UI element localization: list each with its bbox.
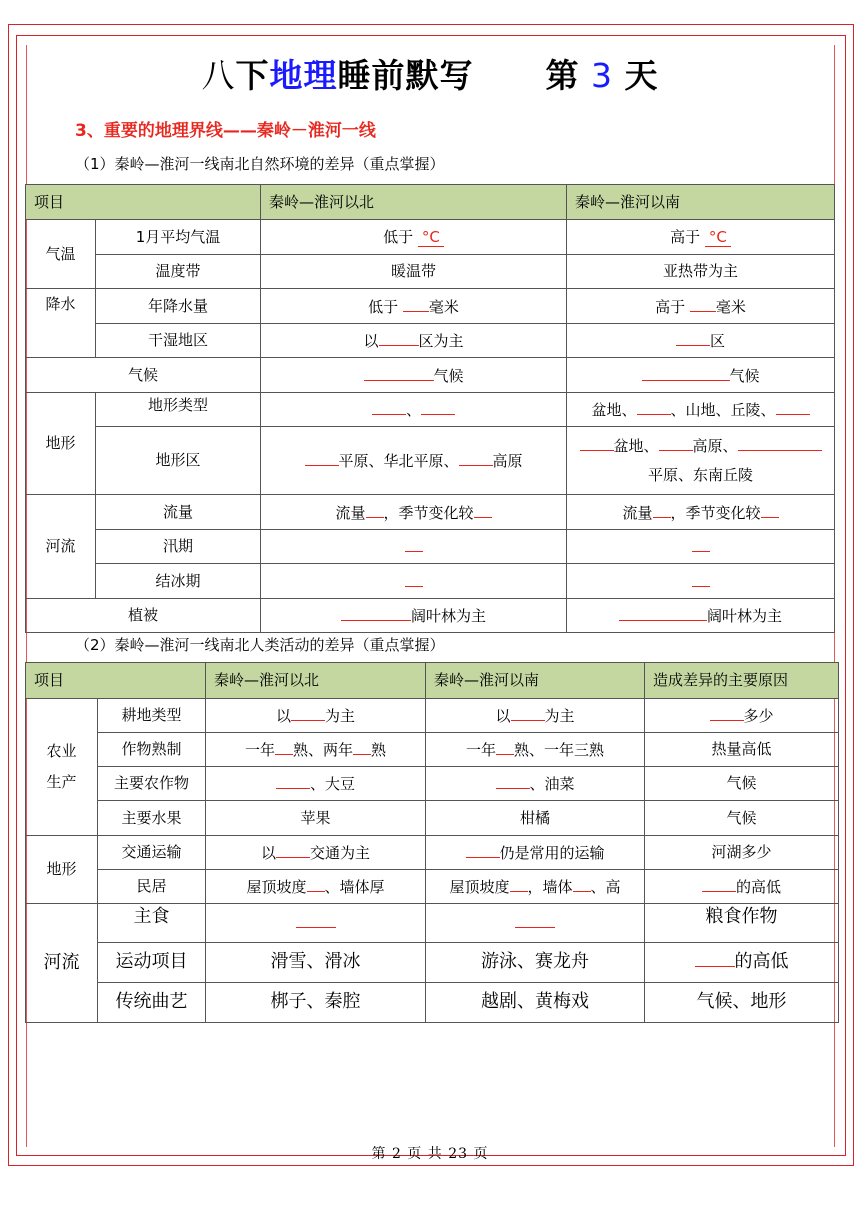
label-crops: 主要农作物 (98, 767, 206, 801)
cell-vegetation-south: 阔叶林为主 (567, 599, 835, 633)
cell-jan-temp-south: 高于 °C (567, 220, 835, 255)
label-vegetation: 植被 (26, 599, 261, 633)
category-heliu: 河流 (26, 495, 96, 599)
label-dry-wet: 干湿地区 (96, 324, 261, 358)
header-north: 秦岭—淮河以北 (261, 185, 567, 220)
cell-crops-south: 、油菜 (426, 767, 645, 801)
category-agriculture: 农业 生产 (26, 699, 98, 836)
cell-transport-reason: 河湖多少 (645, 836, 839, 870)
cell-flow-north: 流量 ，季节变化较 (261, 495, 567, 530)
label-transport: 交通运输 (98, 836, 206, 870)
label-annual-precip: 年降水量 (96, 289, 261, 324)
cell-freeze-north (261, 564, 567, 599)
cell-precip-south: 高于 毫米 (567, 289, 835, 324)
label-housing: 民居 (98, 870, 206, 904)
cell-staple-south (426, 904, 645, 943)
cell-vegetation-north: 阔叶林为主 (261, 599, 567, 633)
cell-staple-reason: 粮食作物 (645, 904, 839, 943)
cell-farmland-south: 以 为主 (426, 699, 645, 733)
cell-flow-south: 流量 ，季节变化较 (567, 495, 835, 530)
label-temp-zone: 温度带 (96, 255, 261, 289)
category-heliu: 河流 (26, 904, 98, 1023)
cell-opera-south: 越剧、黄梅戏 (426, 983, 645, 1023)
subheading-human: （2）秦岭—淮河一线南北人类活动的差异（重点掌握） (75, 636, 445, 654)
cell-drywet-north: 以 区为主 (261, 324, 567, 358)
cell-farmland-reason: 多少 (645, 699, 839, 733)
cell-opera-reason: 气候、地形 (645, 983, 839, 1023)
label-flow: 流量 (96, 495, 261, 530)
label-freeze: 结冰期 (96, 564, 261, 599)
label-landform-region: 地形区 (96, 427, 261, 495)
cell-temp-zone-north: 暖温带 (261, 255, 567, 289)
cell-climate-south: 气候 (567, 358, 835, 393)
header-reason: 造成差异的主要原因 (645, 663, 839, 699)
cell-housing-south: 屋顶坡度 ，墙体 、高 (426, 870, 645, 904)
cell-transport-north: 以 交通为主 (206, 836, 426, 870)
cell-sports-south: 游泳、赛龙舟 (426, 943, 645, 983)
category-jiangshui: 降水 (26, 289, 96, 358)
subheading-natural: （1）秦岭—淮河一线南北自然环境的差异（重点掌握） (75, 155, 445, 173)
cell-sports-reason: 的高低 (645, 943, 839, 983)
category-qiwen: 气温 (26, 220, 96, 289)
category-dixing: 地形 (26, 393, 96, 495)
cell-precip-north: 低于 毫米 (261, 289, 567, 324)
cell-landform-type-south: 盆地、 、山地、丘陵、 (567, 393, 835, 427)
cell-fruits-south: 柑橘 (426, 801, 645, 836)
cell-farmland-north: 以 为主 (206, 699, 426, 733)
cell-sports-north: 滑雪、滑冰 (206, 943, 426, 983)
cell-temp-zone-south: 亚热带为主 (567, 255, 835, 289)
natural-environment-table (25, 184, 835, 633)
label-flood: 汛期 (96, 530, 261, 564)
cell-staple-north (206, 904, 426, 943)
page-footer: 第 2 页 共 23 页 (371, 1146, 489, 1162)
cell-landform-type-north: 、 (261, 393, 567, 427)
label-fruits: 主要水果 (98, 801, 206, 836)
cell-drywet-south: 区 (567, 324, 835, 358)
label-staple: 主食 (98, 904, 206, 943)
cell-opera-north: 梆子、秦腔 (206, 983, 426, 1023)
cell-crops-north: 、大豆 (206, 767, 426, 801)
label-opera: 传统曲艺 (98, 983, 206, 1023)
human-activity-table (25, 662, 839, 1023)
cell-housing-north: 屋顶坡度 、墙体厚 (206, 870, 426, 904)
cell-housing-reason: 的高低 (645, 870, 839, 904)
cell-landform-region-north: 平原、华北平原、 高原 (261, 427, 567, 495)
cell-jan-temp-north: 低于 °C (261, 220, 567, 255)
cell-fruits-reason: 气候 (645, 801, 839, 836)
cell-flood-north (261, 530, 567, 564)
header-north: 秦岭—淮河以北 (206, 663, 426, 699)
cell-fruits-north: 苹果 (206, 801, 426, 836)
cell-transport-south: 仍是常用的运输 (426, 836, 645, 870)
section-heading: 3、重要的地理界线——秦岭－淮河一线 (75, 121, 376, 141)
label-maturity: 作物熟制 (98, 733, 206, 767)
header-item: 项目 (26, 185, 261, 220)
cell-crops-reason: 气候 (645, 767, 839, 801)
cell-landform-region-south: 盆地、 高原、 平原、东南丘陵 (567, 427, 835, 495)
cell-maturity-north: 一年 熟、两年 熟 (206, 733, 426, 767)
category-dixing: 地形 (26, 836, 98, 904)
label-sports: 运动项目 (98, 943, 206, 983)
header-south: 秦岭—淮河以南 (567, 185, 835, 220)
cell-maturity-reason: 热量高低 (645, 733, 839, 767)
label-jan-temp: 1月平均气温 (96, 220, 261, 255)
cell-freeze-south (567, 564, 835, 599)
page-title: 八下地理睡前默写 第 3 天 (201, 56, 659, 95)
cell-maturity-south: 一年 熟、一年三熟 (426, 733, 645, 767)
cell-flood-south (567, 530, 835, 564)
cell-climate-north: 气候 (261, 358, 567, 393)
header-south: 秦岭—淮河以南 (426, 663, 645, 699)
label-farmland: 耕地类型 (98, 699, 206, 733)
label-climate: 气候 (26, 358, 261, 393)
label-landform-type: 地形类型 (96, 393, 261, 427)
header-item: 项目 (26, 663, 206, 699)
